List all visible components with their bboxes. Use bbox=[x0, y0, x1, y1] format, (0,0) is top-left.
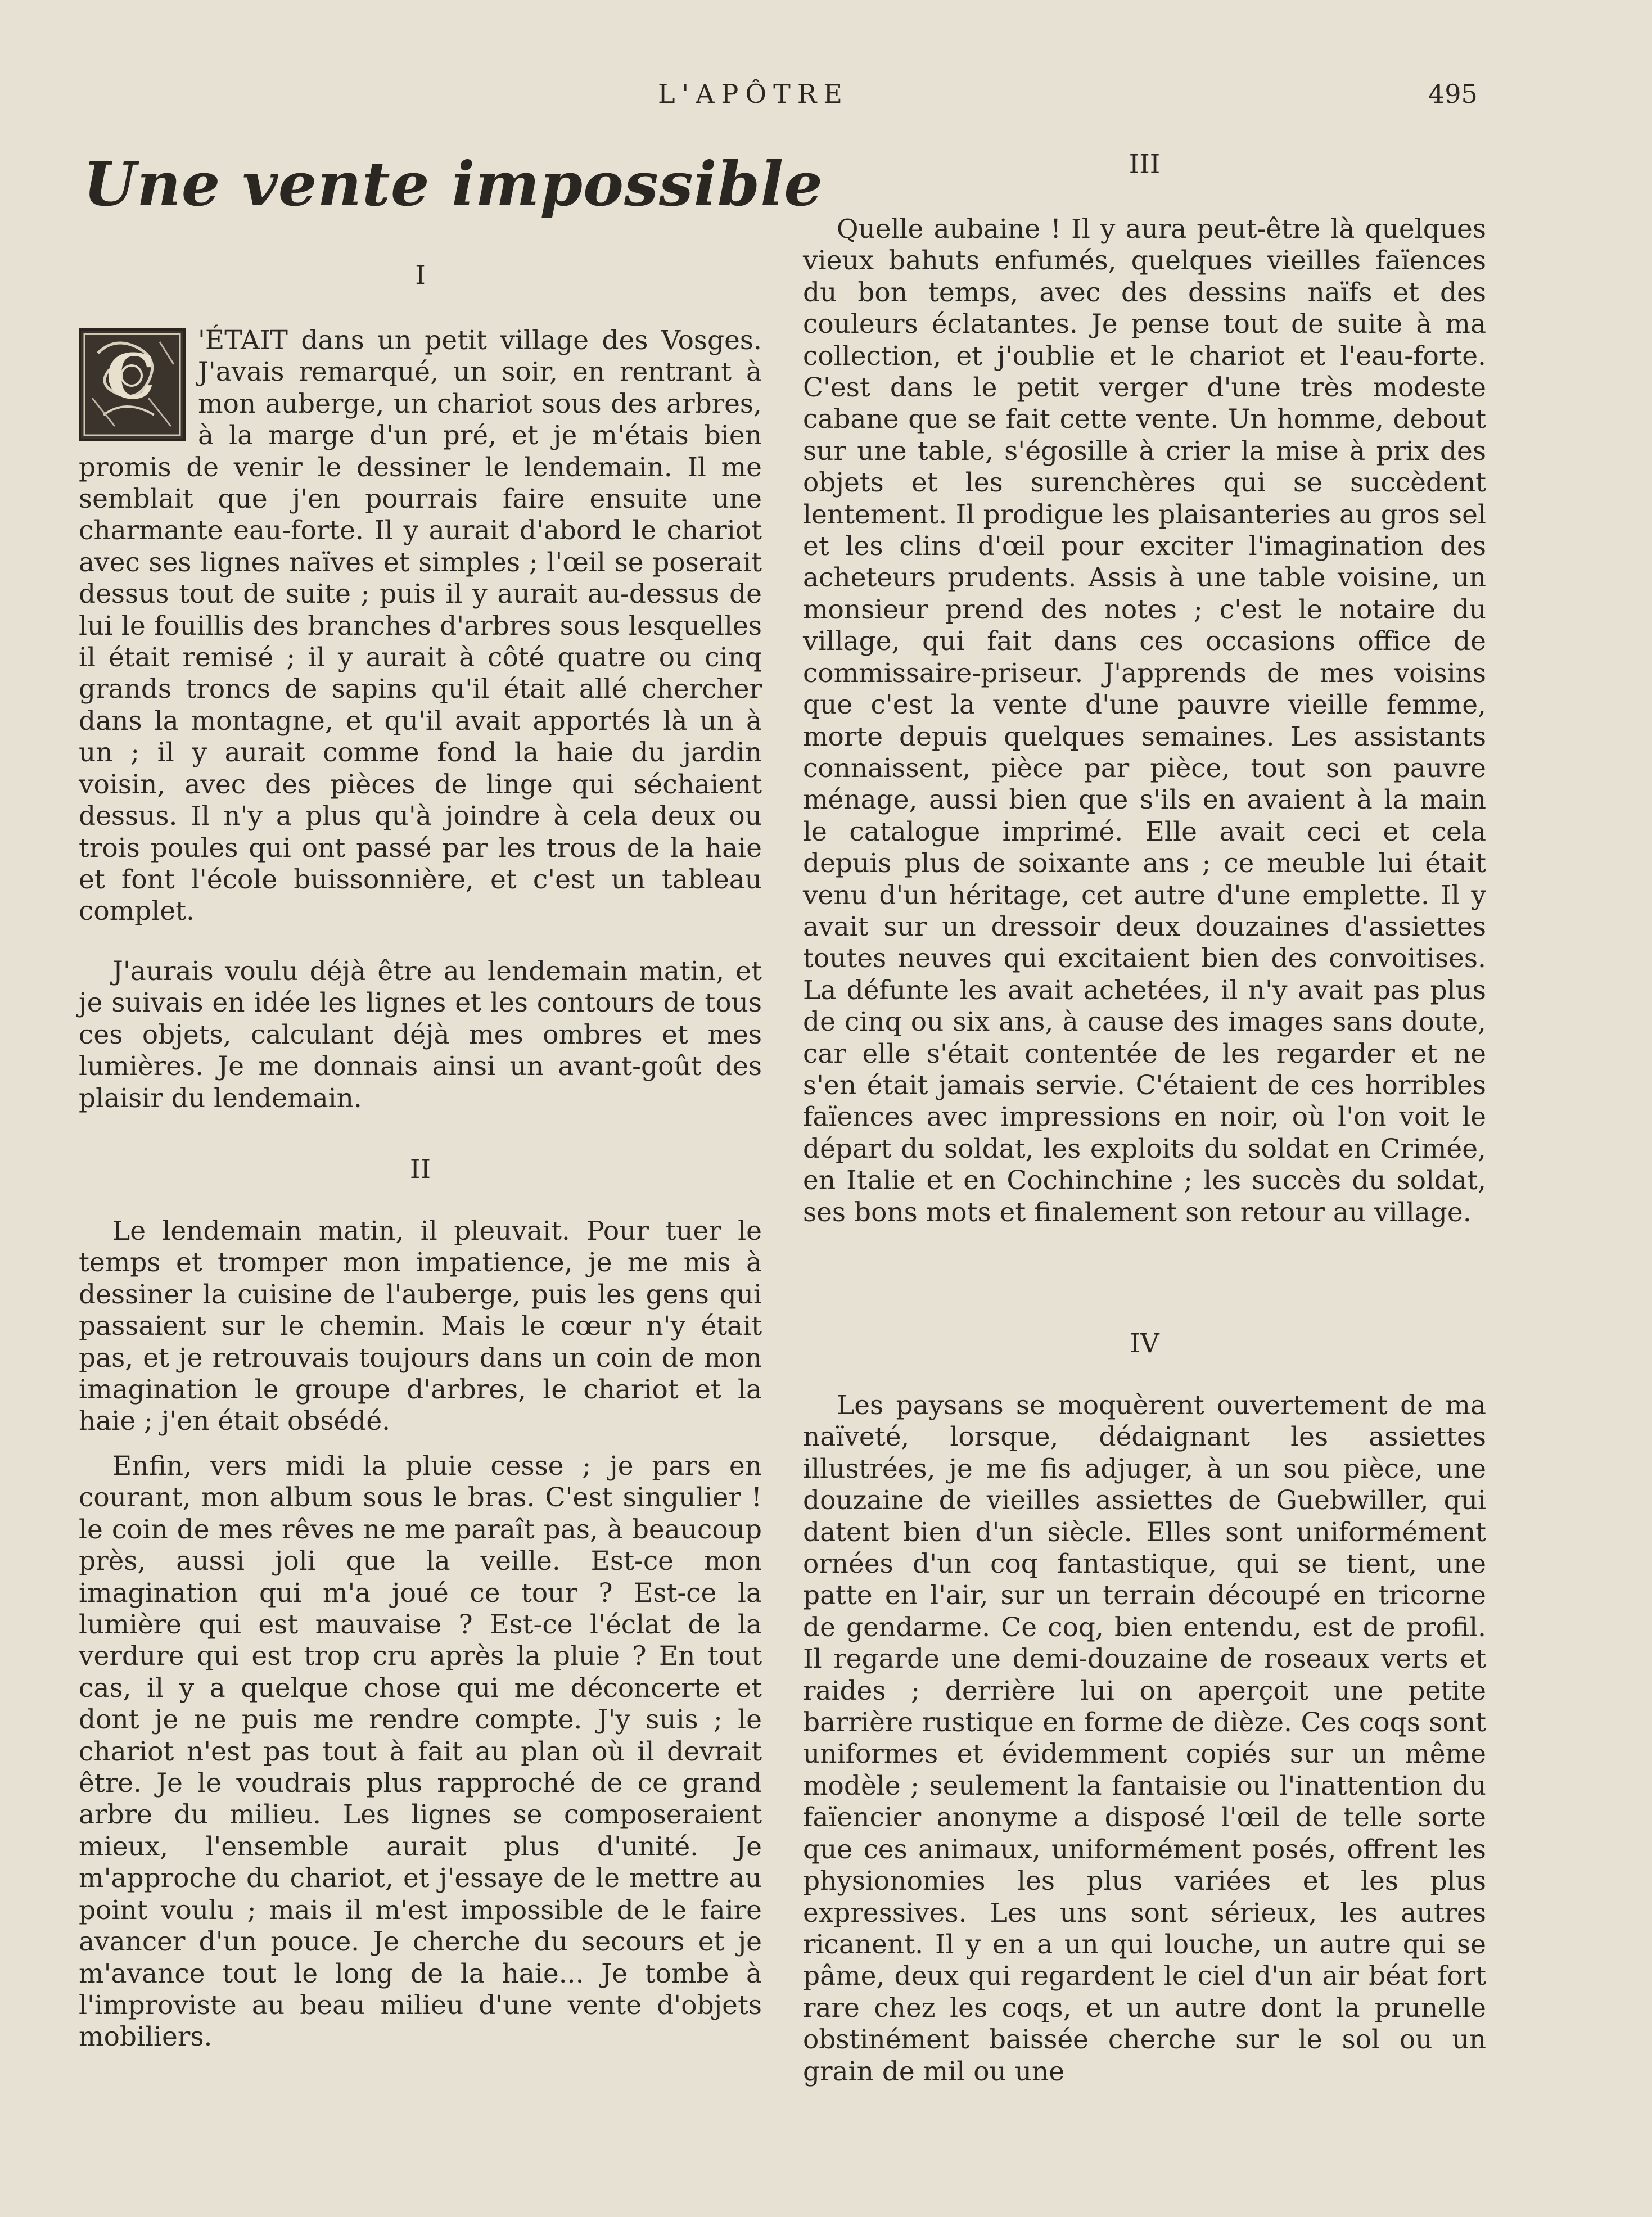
ornament-icon bbox=[81, 331, 183, 439]
section-3-paragraph-1: Quelle aubaine ! Il y aura peut-être là quelques vieux bahuts enfumés, quelques vieilles faïences du bon temps, avec des dessins naïfs et des couleurs éclatantes. Je pense tout de suite à ma collection, et j'oublie et le chariot et l'eau-forte. C'est dans le petit verger d'une très modeste cabane que se fait cette vente. Un homme, debout sur une table, s'égosille à crier la mise à prix des objets et les surenchères qui se succèdent lentement. Il prodigue les plaisanteries au gros sel et les clins d'œil pour exciter l'imagination des acheteurs prudents. Assis à une table voisine, un monsieur prend des notes ; c'est le notaire du village, qui fait dans ces occasions office de commissaire-priseur. J'apprends de mes voisins que c'est la vente d'une pauvre vieille femme, morte depuis quelques semaines. Les assistants connaissent, pièce par pièce, tout son pauvre ménage, aussi bien que s'ils en avaient à la main le catalogue imprimé. Elle avait ceci et cela depuis plus de soixante ans ; ce meuble lui était venu d'un héritage, cet autre d'une emplette. Il y avait sur un dressoir deux douzaines d'assiettes toutes neuves qui excitaient bien des convoitises. La défunte les avait achetées, il n'y avait pas plus de cinq ou six ans, à cause des images sans doute, car elle s'était contentée de les regarder et ne s'en était jamais servie. C'étaient de ces horribles faïences avec impressions en noir, où l'on voit le départ du soldat, les exploits du soldat en Crimée, en Italie et en Cochinchine ; les succès du soldat, ses bons mots et finalement son retour au village. bbox=[803, 214, 1486, 1228]
section-number-4: IV bbox=[1130, 1328, 1159, 1359]
section-number-3: III bbox=[1129, 149, 1161, 180]
article-title: Une vente impossible bbox=[83, 149, 823, 220]
section-number-2: II bbox=[409, 1154, 431, 1185]
journal-title: L'APÔTRE bbox=[658, 79, 849, 109]
running-header bbox=[0, 79, 1652, 118]
section-number-1: I bbox=[415, 260, 426, 291]
svg-text:C: C bbox=[106, 340, 155, 413]
section-2-paragraph-2: Enfin, vers midi la pluie cesse ; je pars en courant, mon album sous le bras. C'est singulier ! le coin de mes rêves ne me paraît pas, à beaucoup près, aussi joli que la veille. Est-ce mon imagination qui m'a joué ce tour ? Est-ce la lumière qui est mauvaise ? Est-ce l'éclat de la verdure qui est trop cru après la pluie ? En tout cas, il y a quelque chose qui me déconcerte et dont je ne puis me rendre compte. J'y suis ; le chariot n'est pas tout à fait au plan où il devrait être. Je le voudrais plus rapproché de ce grand arbre du milieu. Les lignes se composeraient mieux, l'ensemble aurait plus d'unité. Je m'approche du chariot, et j'essaye de le mettre au point voulu ; mais il m'est impossible de le faire avancer d'un pouce. Je cherche du secours et je m'avance tout le long de la haie... Je tombe à l'improviste au beau milieu d'une vente d'objets mobiliers. bbox=[79, 1451, 762, 2053]
section-2-paragraph-1: Le lendemain matin, il pleuvait. Pour tuer le temps et tromper mon impatience, je me mis à dessiner la cuisine de l'auberge, puis les gens qui passaient sur le chemin. Mais le cœur n'y était pas, et je retrouvais toujours dans un coin de mon imagination le groupe d'arbres, le chariot et la haie ; j'en était obsédé. bbox=[79, 1216, 762, 1437]
first-word: 'ÉTAIT bbox=[198, 325, 288, 356]
section-1-paragraph-1-text: dans un petit village des Vosges. J'avais remarqué, un soir, en rentrant à mon auberge, un chariot sous des arbres, à la marge d'un pré, et je m'étais bien promis de venir le dessiner le lendemain. Il me semblait que j'en pourrais faire ensuite une charmante eau-forte. Il y aurait d'abord le chariot avec ses lignes naïves et simples ; l'œil se poserait dessus tout de suite ; puis il y aurait au-dessus de lui le fouillis des branches d'arbres sous lesquelles il était remisé ; il y aurait à côté quatre ou cinq grands troncs de sapins qu'il était allé chercher dans la montagne, et qu'il avait apportés là un à un ; il y aurait comme fond la haie du jardin voisin, avec des pièces de linge qui séchaient dessus. Il n'y a plus qu'à joindre à cela deux ou trois poules qui ont passé par les trous de la haie et font l'école buissonnière, et c'est un tableau complet. bbox=[79, 325, 762, 927]
section-1-paragraph-2: J'aurais voulu déjà être au lendemain matin, et je suivais en idée les lignes et les contours de tous ces objets, calculant déjà mes ombres et mes lumières. Je me donnais ainsi un avant-goût des plaisir du lendemain. bbox=[79, 956, 762, 1114]
dropcap-ornament bbox=[79, 328, 186, 441]
section-1-paragraph-1 bbox=[79, 325, 762, 928]
page-number: 495 bbox=[1428, 79, 1478, 109]
section-4-paragraph-1: Les paysans se moquèrent ouvertement de ma naïveté, lorsque, dédaignant les assiettes illustrées, je me fis adjuger, à un sou pièce, une douzaine de vieilles assiettes de Guebwiller, qui datent bien d'un siècle. Elles sont uniformément ornées d'un coq fantastique, qui se tient, une patte en l'air, sur un terrain découpé en tricorne de gendarme. Ce coq, bien entendu, est de profil. Il regarde une demi-douzaine de roseaux verts et raides ; derrière lui on aperçoit une petite barrière rustique en forme de dièze. Ces coqs sont uniformes et évidemment copiés sur un même modèle ; seulement la fantaisie ou l'inattention du faïencier anonyme a disposé l'œil de telle sorte que ces animaux, uniformément posés, offrent les physionomies les plus variées et les plus expressives. Les uns sont sérieux, les autres ricanent. Il y en a un qui louche, un autre qui se pâme, deux qui regardent le ciel d'un air béat fort rare chez les coqs, et un autre dont la prunelle obstinément baissée cherche sur le sol ou un grain de mil ou une bbox=[803, 1390, 1486, 2087]
